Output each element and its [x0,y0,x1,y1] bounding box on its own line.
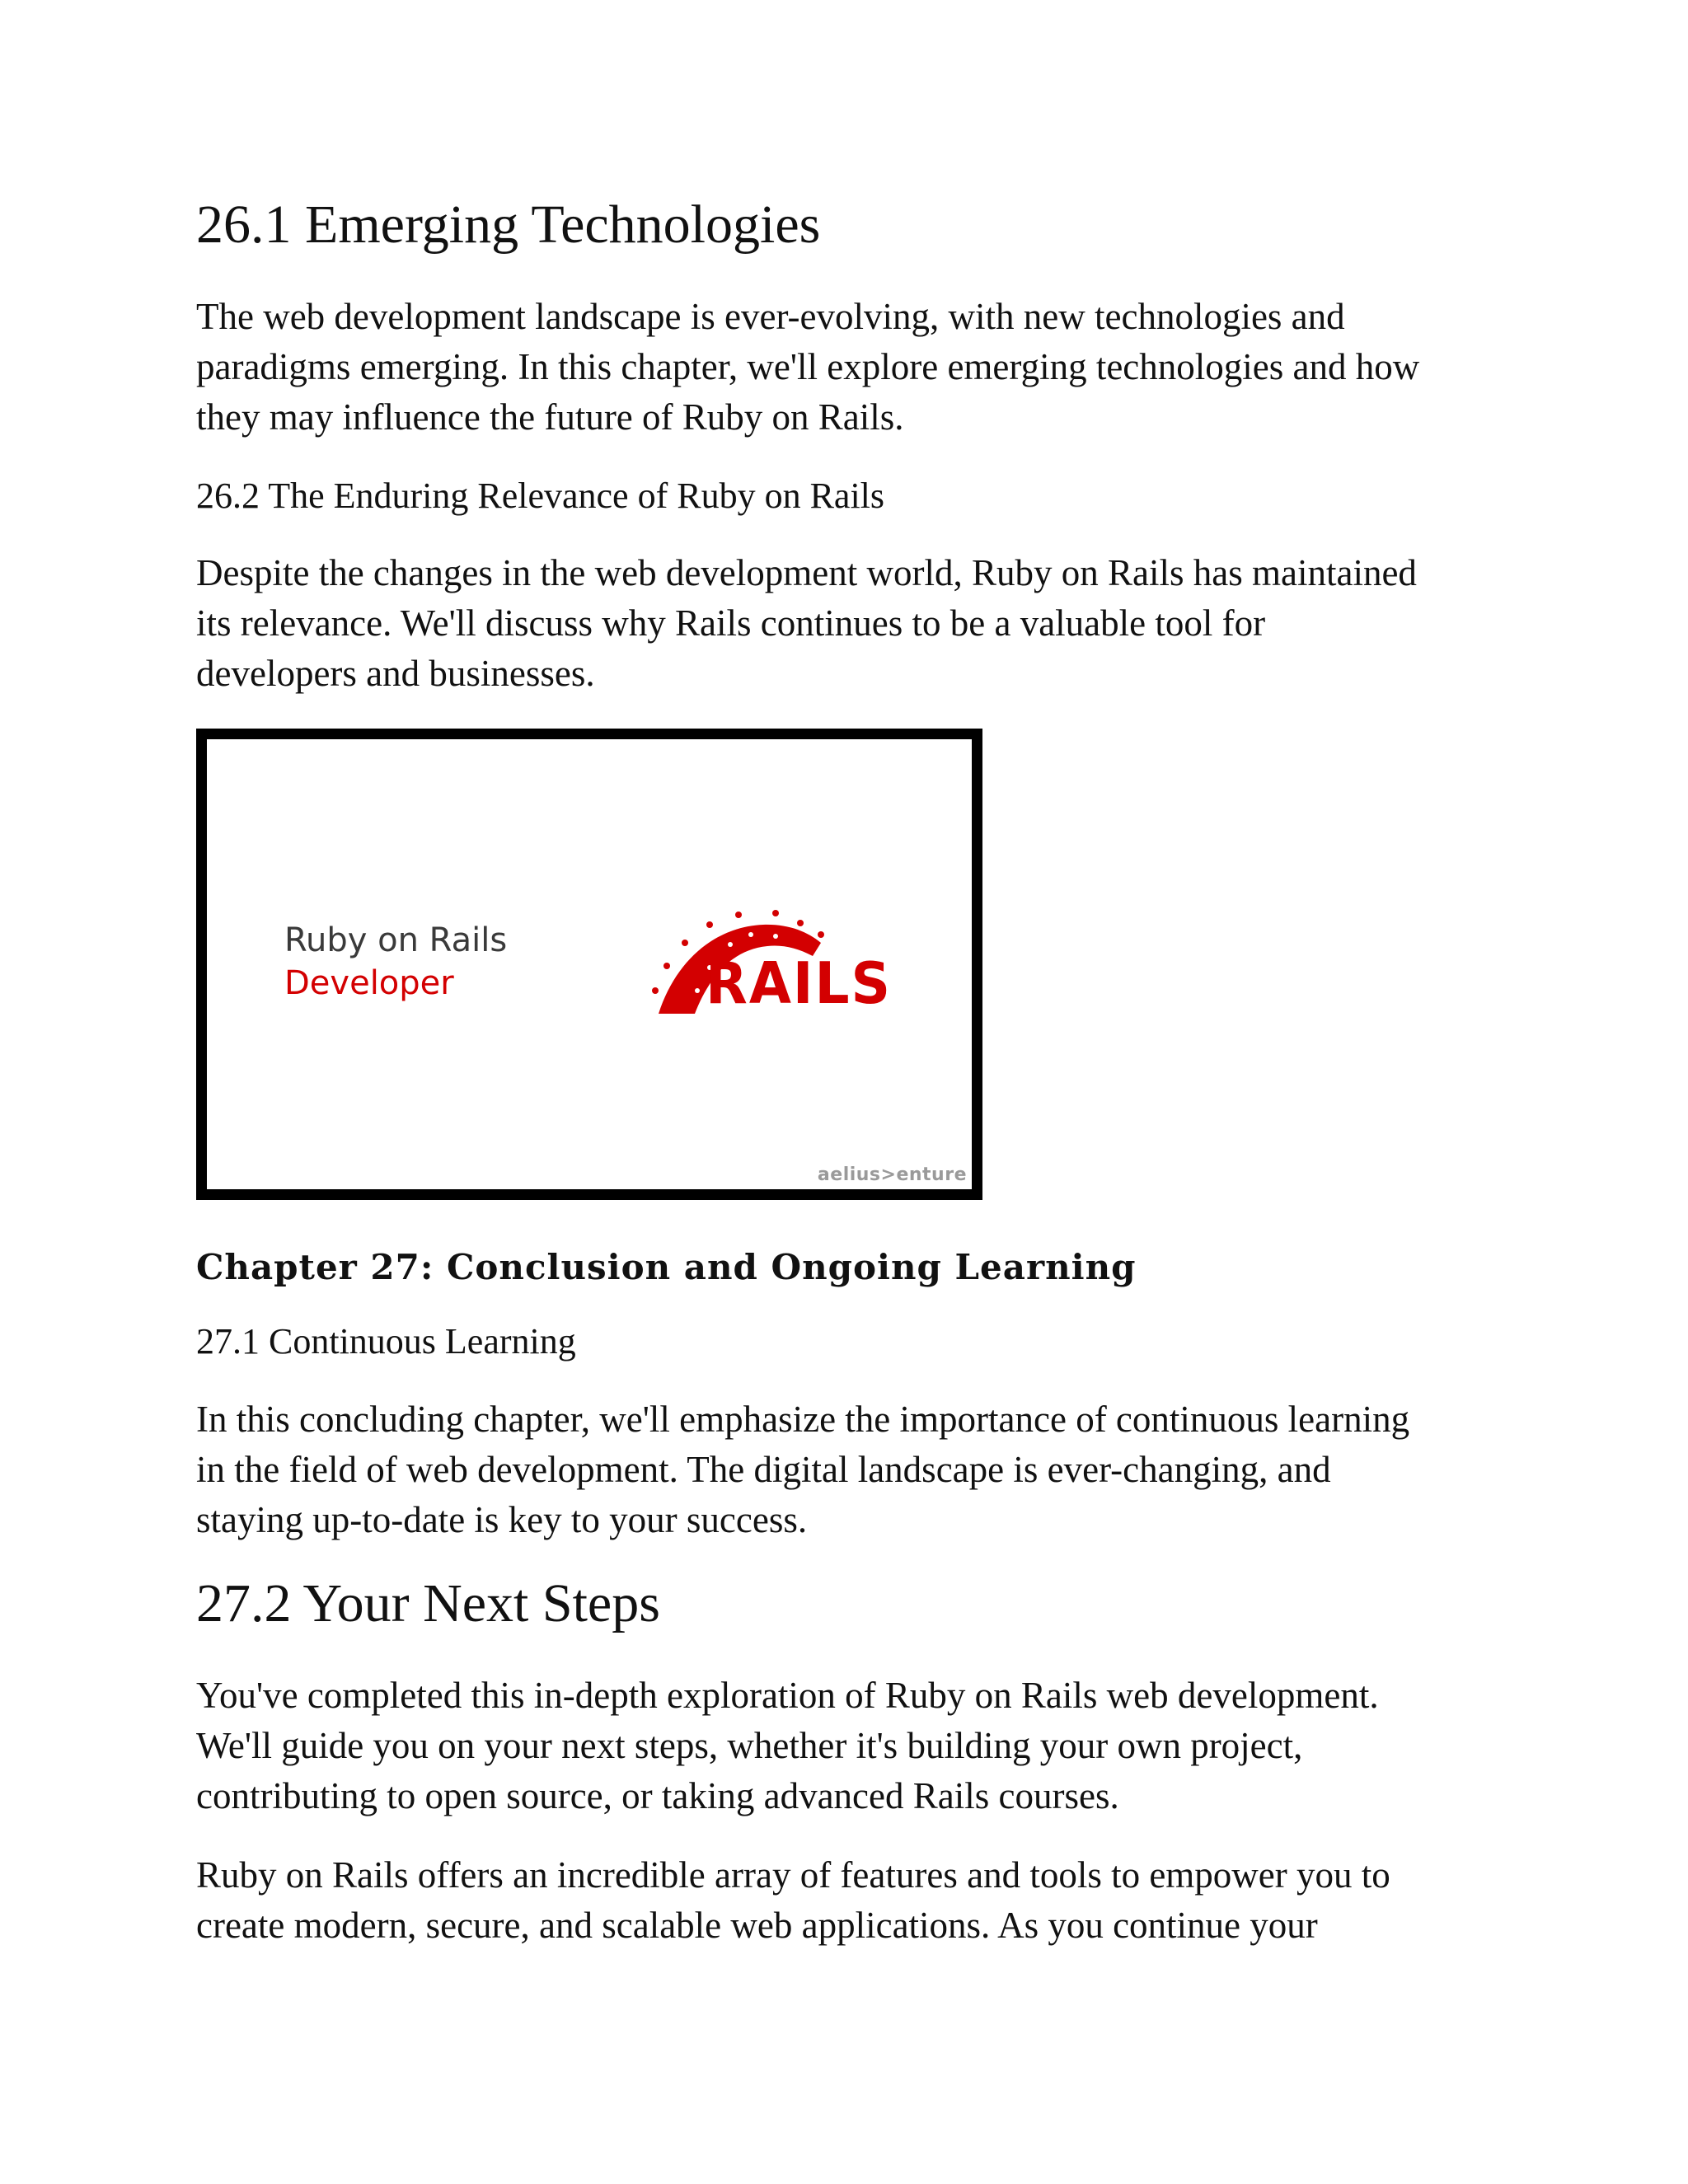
paragraph-line: staying up-to-date is key to your success. [196,1499,808,1540]
section-heading-27-2: 27.2 Your Next Steps [196,1573,660,1633]
paragraph-26-2 [196,548,1507,699]
section-heading-27-1: 27.1 Continuous Learning [196,1321,576,1361]
section-heading-26-2: 26.2 The Enduring Relevance of Ruby on Rails [196,476,885,516]
paragraph-27-2-continued [196,1850,1507,1951]
section-heading-26-1: 26.1 Emerging Technologies [196,194,821,255]
rails-developer-image [196,729,982,1200]
paragraph-26-1 [196,292,1507,443]
paragraph-line: Ruby on Rails offers an incredible array of features and tools to empower you to [196,1854,1390,1896]
figure-subtitle: Developer [284,964,454,1002]
chapter-heading-27: Chapter 27: Conclusion and Ongoing Learning [196,1247,1137,1287]
paragraph-line: Despite the changes in the web development world, Ruby on Rails has maintained [196,552,1417,593]
paragraph-line: its relevance. We'll discuss why Rails continues to be a valuable tool for [196,602,1266,644]
paragraph-line: in the field of web development. The digital landscape is ever-changing, and [196,1449,1331,1490]
paragraph-27-1 [196,1394,1507,1545]
figure-title: Ruby on Rails [284,921,508,959]
image-watermark: aelius>enture [817,1165,967,1185]
rails-logo-text: RAILS [706,950,893,1017]
paragraph-line: they may influence the future of Ruby on Rails. [196,396,904,438]
paragraph-line: The web development landscape is ever-evolving, with new technologies and [196,296,1345,337]
paragraph-line: You've completed this in-depth exploration of Ruby on Rails web development. [196,1675,1379,1716]
paragraph-line: paradigms emerging. In this chapter, we'll explore emerging technologies and how [196,346,1420,387]
paragraph-line: In this concluding chapter, we'll emphasize the importance of continuous learning [196,1399,1410,1440]
paragraph-27-2 [196,1671,1507,1821]
paragraph-line: contributing to open source, or taking advanced Rails courses. [196,1775,1119,1816]
paragraph-line: developers and businesses. [196,653,595,694]
paragraph-line: create modern, secure, and scalable web applications. As you continue your [196,1905,1318,1946]
paragraph-line: We'll guide you on your next steps, whether it's building your own project, [196,1725,1303,1766]
